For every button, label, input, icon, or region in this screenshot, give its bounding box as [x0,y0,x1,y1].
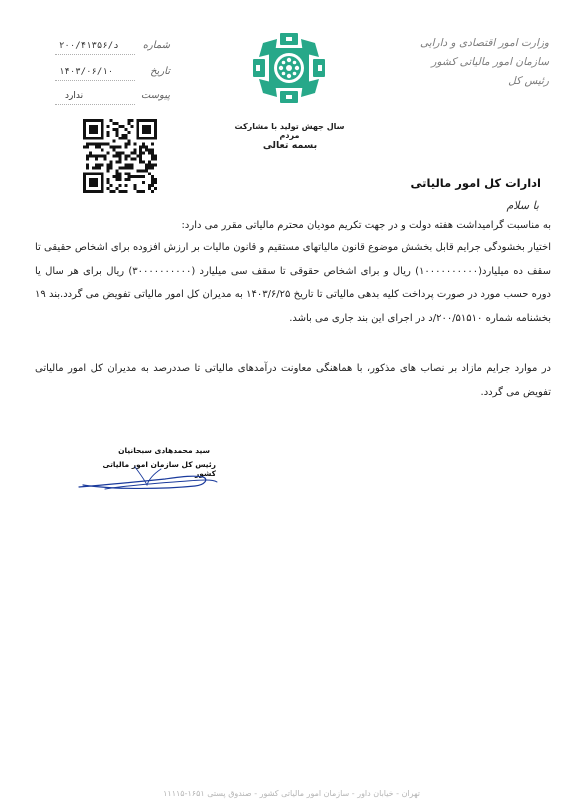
handwritten-signature-icon [75,455,220,500]
national-tax-emblem-icon [253,33,325,103]
number-label: شماره [142,40,170,51]
year-slogan: سال جهش تولید با مشارکت مردم [234,122,345,140]
signatory-title: رئیس کل سازمان امور مالیاتی کشور [102,460,216,478]
footer-address: تهران - خیابان داور - سازمان امور مالیاتی کشور - صندوق پستی ۱۶۵۱-۱۱۱۱۵ [163,789,420,798]
ministry-line: سازمان امور مالیاتی کشور [431,56,549,68]
divider [55,80,135,81]
basmala: بسمه تعالی [262,140,318,151]
ministry-line: وزارت امور اقتصادی و دارایی [419,37,549,49]
divider [55,54,135,55]
meta-date-row [55,66,170,82]
signatory-name: سید محمدهادی سبحانیان [118,446,210,455]
date-label: تاریخ [150,66,170,77]
addressee: ادارات کل امور مالیاتی [410,176,541,190]
paragraph-1: اختیار بخشودگی جرایم قابل بخشش موضوع قانون مالیاتهای مستقیم و قانون مالیات بر ارزش افزوده برای اشخاص حقیقی تا سقف ده میلیارد(۱۰۰۰۰۰۰۰۰۰۰) ریال و برای اشخاص حقوقی تا سقف سی میلیارد (۳۰۰۰۰۰۰۰۰۰۰) ریال برای هر سال یا دوره حسب مورد در صورت پرداخت کلیه بدهی مالیاتی تا تاریخ ۱۴۰۳/۶/۲۵ به مدیران کل امور مالیاتی تفویض می گردد.بند ۱۹ بخشنامه شماره ۲۰۰/۵۱۵۱۰/د در اجرای این بند جاری می باشد. [35,242,551,325]
letter-date: ۱۴۰۳/۰۶/۱۰ [59,67,114,77]
meta-attachment-row [55,90,170,106]
ministry-line: رئیس کل [508,75,549,87]
intro-line: به مناسبت گرامیداشت هفته دولت و در جهت تکریم مودیان محترم مالیاتی مقرر می دارد: [181,220,551,231]
divider [55,104,135,105]
attachment-label: پیوست [140,90,170,101]
paragraph-2: در موارد جرایم مازاد بر نصاب های مذکور، با هماهنگی معاونت درآمدهای مالیاتی تا صددرصد به مدیران کل امور مالیاتی تفویض می گردد. [35,363,551,398]
ministry-heading [419,34,549,91]
letter-number: ۲۰۰/۴۱۳۵۶/د [59,41,119,51]
qr-code-icon [83,119,157,193]
attachment-value: ندارد [65,91,84,101]
greeting: با سلام [506,199,539,212]
meta-number-row [55,40,170,56]
